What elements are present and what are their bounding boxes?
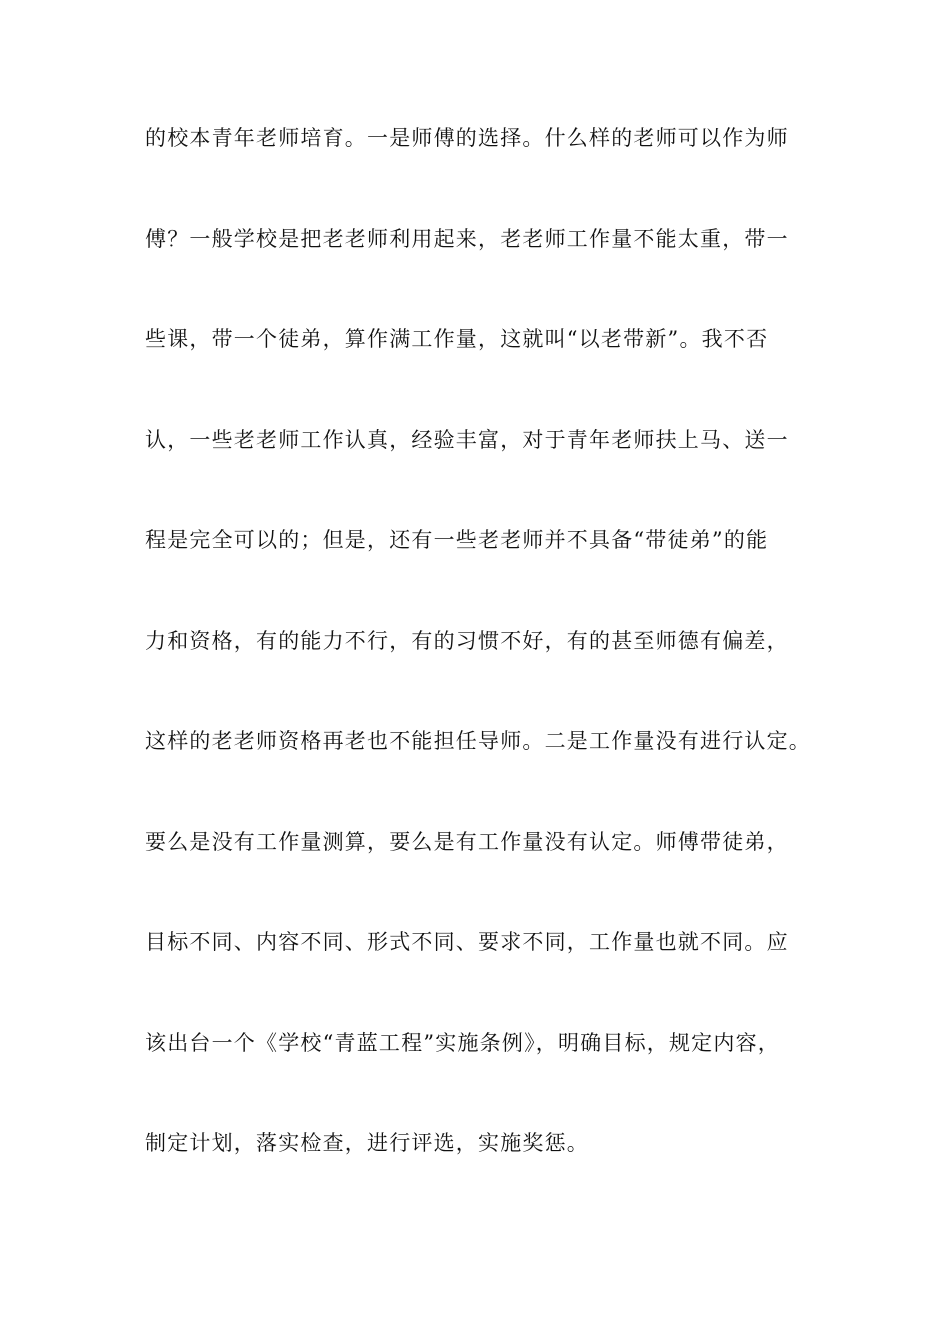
- text-line-9: 目标不同、内容不同、形式不同、要求不同，工作量也就不同。应: [145, 930, 789, 954]
- text-line-5: 程是完全可以的；但是，还有一些老老师并不具备“带徒弟”的能: [145, 528, 769, 552]
- text-line-3: 些课，带一个徒弟，算作满工作量，这就叫“以老带新”。我不否: [145, 327, 769, 351]
- text-line-10: 该出台一个《学校“青蓝工程”实施条例》，明确目标，规定内容，: [145, 1030, 780, 1055]
- text-line-1: 的校本青年老师培育。一是师傅的选择。什么样的老师可以作为师: [145, 126, 789, 150]
- text-line-8: 要么是没有工作量测算，要么是有工作量没有认定。师傅带徒弟，: [145, 829, 789, 854]
- text-line-4: 认，一些老老师工作认真，经验丰富，对于青年老师扶上马、送一: [145, 427, 789, 452]
- text-line-2: 傅？一般学校是把老老师利用起来，老老师工作量不能太重，带一: [145, 226, 789, 251]
- body-paragraph: [145, 116, 835, 1222]
- text-line-6: 力和资格，有的能力不行，有的习惯不好，有的甚至师德有偏差，: [145, 628, 789, 653]
- text-line-7: 这样的老老师资格再老也不能担任导师。二是工作量没有进行认定。: [145, 729, 811, 753]
- text-line-11: 制定计划，落实检查，进行评选，实施奖惩。: [145, 1131, 589, 1155]
